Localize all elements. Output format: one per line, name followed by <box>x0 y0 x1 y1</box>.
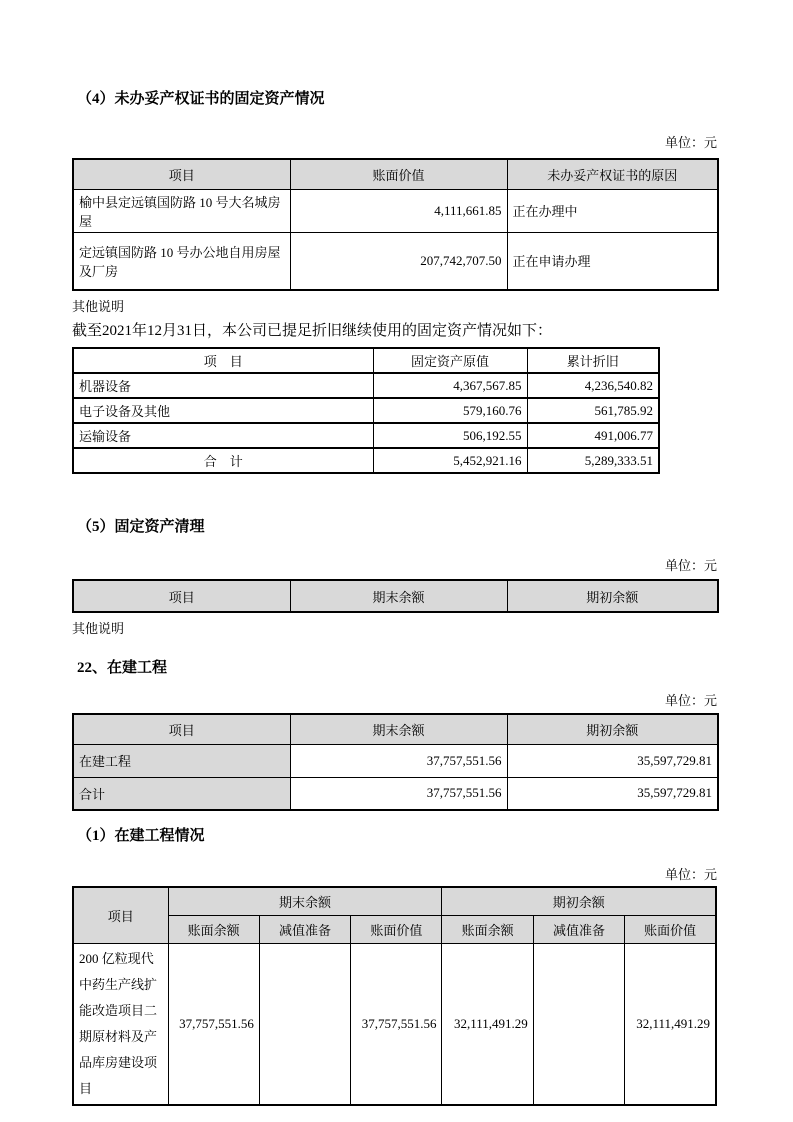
project-name-cell: 200 亿粒现代中药生产线扩能改造项目二期原材料及产品库房建设项目 <box>73 943 168 1105</box>
table-header-row <box>73 580 718 612</box>
total-row <box>73 448 659 473</box>
column-header: 未办妥产权证书的原因 <box>507 159 718 189</box>
item-cell: 机器设备 <box>73 373 373 398</box>
column-header: 固定资产原值 <box>373 348 527 373</box>
value-cell: 5,452,921.16 <box>373 448 527 473</box>
value-cell: 561,785.92 <box>527 398 659 423</box>
item-cell: 在建工程 <box>73 744 290 777</box>
column-header: 期末余额 <box>290 580 507 612</box>
unit-label: 单位：元 <box>664 558 717 573</box>
item-cell: 运输设备 <box>73 423 373 448</box>
table-row <box>73 232 718 290</box>
section-22-heading: 22、在建工程 <box>77 660 168 676</box>
value-cell: 4,367,567.85 <box>373 373 527 398</box>
column-header: 减值准备 <box>533 915 624 943</box>
unit-label: 单位：元 <box>664 867 717 882</box>
section-5-heading: （5）固定资产清理 <box>77 519 205 535</box>
table-row <box>73 373 659 398</box>
closing-balance-group-header: 期末余额 <box>168 887 442 915</box>
value-cell: 37,757,551.56 <box>168 943 259 1105</box>
table-header-row <box>73 887 716 915</box>
column-header: 期初余额 <box>507 580 718 612</box>
column-header: 项 目 <box>73 348 373 373</box>
section-22-1-heading: （1）在建工程情况 <box>77 828 205 844</box>
cip-detail-table <box>72 886 717 1106</box>
table-subheader-row <box>73 915 716 943</box>
value-cell: 491,006.77 <box>527 423 659 448</box>
table-header-row <box>73 714 718 744</box>
item-cell: 定远镇国防路 10 号办公地自用房屋及厂房 <box>73 232 290 290</box>
page-content <box>72 0 717 1106</box>
column-header: 账面价值 <box>625 915 716 943</box>
column-header: 期初余额 <box>507 714 718 744</box>
depreciated-assets-table <box>72 347 660 474</box>
cert-table <box>72 158 719 291</box>
table-header-row <box>73 348 659 373</box>
column-header: 项目 <box>73 580 290 612</box>
reason-cell: 正在申请办理 <box>507 232 718 290</box>
column-header: 账面余额 <box>168 915 259 943</box>
value-cell: 207,742,707.50 <box>290 232 507 290</box>
item-cell: 榆中县定远镇国防路 10 号大名城房屋 <box>73 189 290 232</box>
value-cell: 579,160.76 <box>373 398 527 423</box>
table-row <box>73 189 718 232</box>
value-cell: 506,192.55 <box>373 423 527 448</box>
total-label-cell: 合计 <box>73 777 290 810</box>
table-header-row <box>73 159 718 189</box>
reason-cell: 正在办理中 <box>507 189 718 232</box>
total-label-cell: 合 计 <box>73 448 373 473</box>
column-header: 账面价值 <box>351 915 442 943</box>
value-cell <box>533 943 624 1105</box>
value-cell: 5,289,333.51 <box>527 448 659 473</box>
value-cell <box>259 943 350 1105</box>
unit-label: 单位：元 <box>664 135 717 150</box>
total-row <box>73 777 718 810</box>
column-header: 期末余额 <box>290 714 507 744</box>
value-cell: 35,597,729.81 <box>507 777 718 810</box>
value-cell: 37,757,551.56 <box>351 943 442 1105</box>
cip-summary-table <box>72 713 719 811</box>
value-cell: 4,111,661.85 <box>290 189 507 232</box>
depreciated-intro: 截至2021年12月31日，本公司已提足折旧继续使用的固定资产情况如下： <box>72 323 553 339</box>
column-header: 项目 <box>73 714 290 744</box>
column-header: 项目 <box>73 159 290 189</box>
value-cell: 35,597,729.81 <box>507 744 718 777</box>
column-header: 账面余额 <box>442 915 533 943</box>
value-cell: 32,111,491.29 <box>442 943 533 1105</box>
table-row <box>73 943 716 1105</box>
value-cell: 37,757,551.56 <box>290 744 507 777</box>
item-column-header: 项目 <box>73 887 168 943</box>
table-row <box>73 744 718 777</box>
column-header: 减值准备 <box>259 915 350 943</box>
table-row <box>73 398 659 423</box>
column-header: 累计折旧 <box>527 348 659 373</box>
item-cell: 电子设备及其他 <box>73 398 373 423</box>
section-4-heading: （4）未办妥产权证书的固定资产情况 <box>77 91 325 107</box>
opening-balance-group-header: 期初余额 <box>442 887 716 915</box>
unit-label: 单位：元 <box>664 693 717 708</box>
other-note: 其他说明 <box>72 621 125 636</box>
column-header: 账面价值 <box>290 159 507 189</box>
disposal-table <box>72 579 719 613</box>
value-cell: 4,236,540.82 <box>527 373 659 398</box>
other-note: 其他说明 <box>72 299 125 314</box>
value-cell: 32,111,491.29 <box>625 943 716 1105</box>
value-cell: 37,757,551.56 <box>290 777 507 810</box>
table-row <box>73 423 659 448</box>
